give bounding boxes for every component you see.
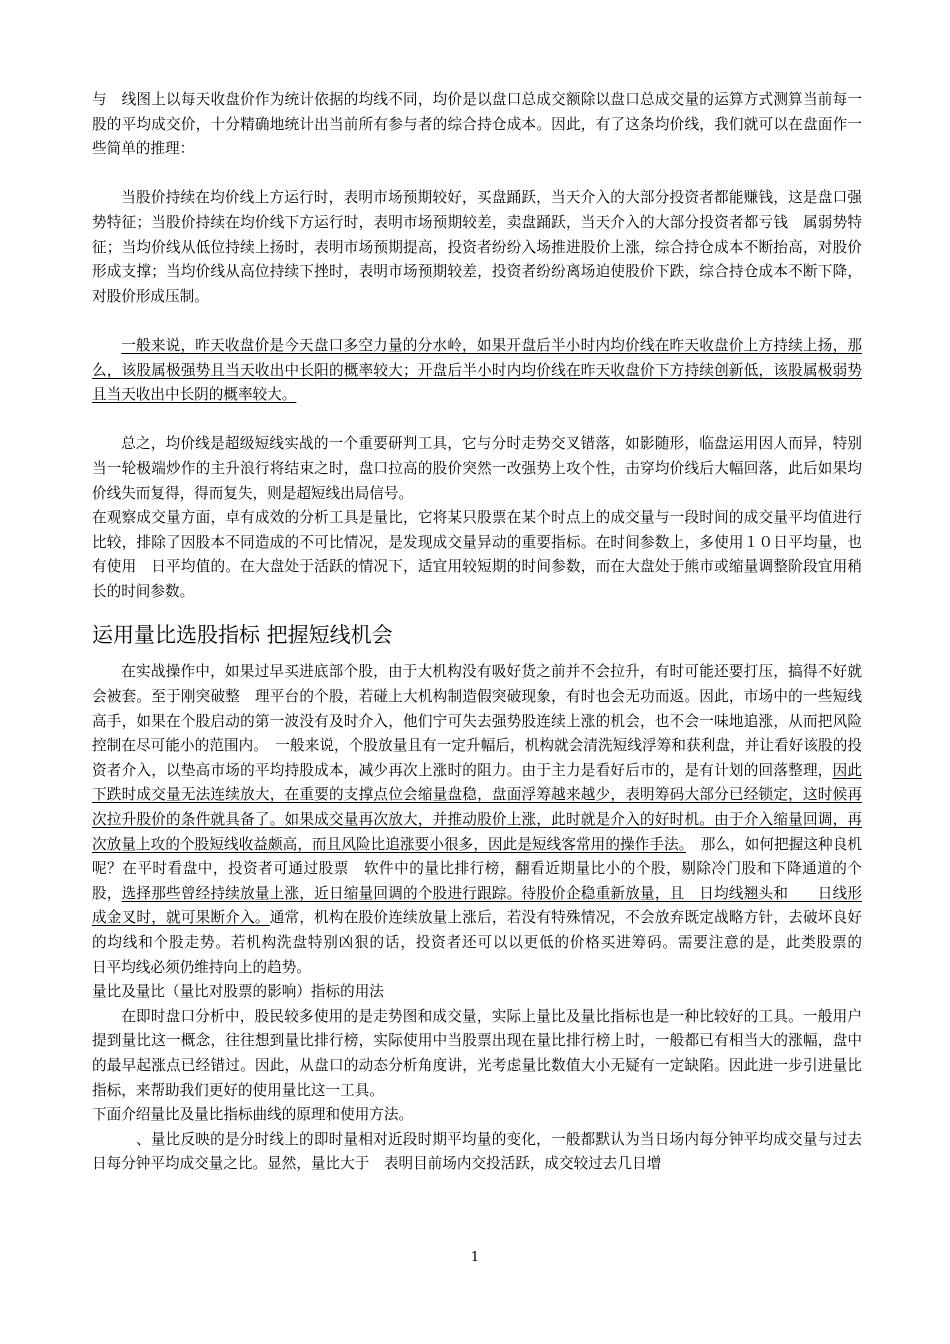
paragraph-yesterday-close <box>92 334 862 408</box>
paragraph-intraday: 在即时盘口分析中，股民较多使用的是走势图和成交量，实际上量比及量比指标也是一种比较好的工具。一般用户提到量比这一概念，往往想到量比排行榜，实际使用中当股票出现在量比排行榜上时，一般都已有相当大的涨幅，盘中的最早起涨点已经错过。因此，从盘口的动态分析角度讲，光考虑量比数值大小无疑有一定缺陷。因此进一步引进量比指标，来帮助我们更好的使用量比这一工具。 <box>92 1007 862 1099</box>
paragraph-volume-ratio: 在观察成交量方面，卓有成效的分析工具是量比，它将某只股票在某个时点上的成交量与一段时间的成交量平均值进行比较，排除了因股本不同造成的不可比情况，是发现成交量异动的重要指标。在时间参数上，多使用１０日平均量，也有使用 日平均值的。在大盘处于活跃的情况下，适宜用较短期的时间参数，而在大盘处于熊市或缩量调整阶段宜用稍长的时间参数。 <box>92 509 862 600</box>
paragraph-gap <box>92 309 862 334</box>
subheading-usage: 量比及量比（量比对股票的影响）指标的用法 <box>92 983 384 1001</box>
paragraph-gap <box>92 408 862 433</box>
text-run: 通常，机构在股价连续放量上涨后，若没有特殊情况，不会放弃既定战略方针，去破坏良好的均线和个股走势。若机构洗盘特别凶狠的话，投资者还可以以更低的价格买进筹码。需要注意的是，此类股票的 日平均线必须仍维持向上的趋势。 <box>92 909 892 976</box>
section-heading: 运用量比选股指标 把握短线机会 <box>92 623 393 648</box>
paragraph-summary: 总之，均价线是超级短线实战的一个重要研判工具，它与分时走势交叉错落，如影随形，临盘运用因人而异，特别当一轮极端炒作的主升浪行将结束之时，盘口拉高的股价突然一改强势上攻个性，击穿均价线后大幅回落，此后如果均价线失而复得，得而复失，则是超短线出局信号。 <box>92 435 862 502</box>
underlined-text: 一般来说，昨天收盘价是今天盘口多空力量的分水岭，如果开盘后半小时内均价线在昨天收盘价上方持续上扬，那么，该股属极强势且当天收出中长阳的概率较大；开盘后半小时内均价线在昨天收盘价下方持续创新低，该股属极弱势且当天收出中长阴的概率较大。 <box>92 336 862 404</box>
paragraph-definition: 、量比反映的是分时线上的即时量相对近段时期平均量的变化，一般都默认为当日场内每分钟平均成交量与过去 日每分钟平均成交量之比。显然，量比大于 表明目前场内交投活跃，成交较过去几日增 <box>92 1130 877 1173</box>
underlined-text: 因此下跌时成交量无法连续放大，在重要的支撑点位会缩量盘稳，盘面浮筹越来越少，表明筹码大部分已经锁定，这时候再次拉升股价的条件就具备了。如果成交量再次放大，并推动股价上涨，此时就是介入的好时机。由于介入缩量回调，再次放量上攻的个股短线收益颇高，而且风险比追涨要小很多，因此是短线客常用的操作手法。 <box>92 761 862 853</box>
paragraph-practice <box>92 660 892 980</box>
underlined-text: 选择那些曾经持续放量上涨，近日缩量回调的个股进行跟踪。待股价企稳重新放量，且 日均线翘头和 日线形成金叉时，就可果断介入。 <box>92 884 862 927</box>
paragraph-price-position: 当股价持续在均价线上方运行时，表明市场预期较好，买盘踊跃，当天介入的大部分投资者都能赚钱，这是盘口强势特征；当股价持续在均价线下方运行时，表明市场预期较差，卖盘踊跃，当天介入的大部分投资者都亏钱 属弱势特征；当均价线从低位持续上扬时，表明市场预期提高，投资者纷纷入场推进股价上涨，综合持仓成本不断抬高，对股价形成支撑；当均价线从高位持续下挫时，表明市场预期较差，投资者纷纷离场迫使股价下跌，综合持仓成本不断下降，对股价形成压制。 <box>92 189 862 305</box>
paragraph-gap <box>92 162 862 187</box>
text-run: 在实战操作中，如果过早买进底部个股，由于大机构没有吸好货之前并不会拉升，有时可能还要打压，搞得不好就会被套。至于刚突破整 理平台的个股，若碰上大机构制造假突破现象，有时也会无功而返。因此，市场中的一些短线高手，如果在个股启动的第一波没有及时介入，他们宁可失去强势股连续上涨的机会，也不会一味地追涨，从而把风险控制在尽可能小的范围内。 一般来说，个股放量且有一定升幅后，机构就会清洗短线浮筹和获利盘，并让看好该股的投资者介入，以垫高市场的平均持股成本，减少再次上涨时的阻力。由于主力是看好后市的，是有计划的回落整理， <box>92 663 862 779</box>
page-number: 1 <box>470 1250 480 1265</box>
paragraph-intro-method: 下面介绍量比及量比指标曲线的原理和使用方法。 <box>92 1106 414 1124</box>
document-page <box>92 88 892 1177</box>
paragraph-intro: 与 线图上以每天收盘价作为统计依据的均线不同，均价是以盘口总成交额除以盘口总成交量的运算方式测算当前每一股的平均成交价，十分精确地统计出当前所有参与者的综合持仓成本。因此，有了这条均价线，我们就可以在盘面作一些简单的推理： <box>92 91 862 158</box>
text-run: 那么，如何把握这种良机呢？在平时看盘中，投资者可通过股票 软件中的量比排行榜，翻看近期量比小的个股，剔除冷门股和下降通道的个股， <box>92 835 862 902</box>
